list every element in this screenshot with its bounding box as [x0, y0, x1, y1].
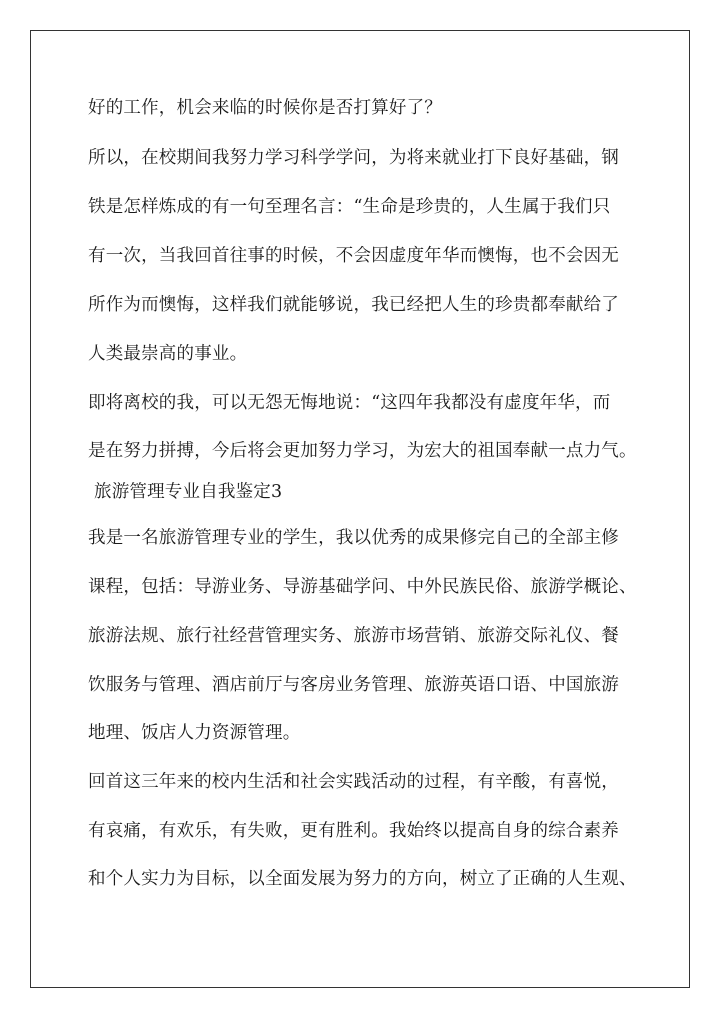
text-line: 有哀痛，有欢乐，有失败，更有胜利。我始终以提高自身的综合素养	[88, 821, 619, 841]
text-line: 有一次，当我回首往事的时候，不会因虚度年华而懊悔，也不会因无	[88, 246, 619, 266]
text-line: 铁是怎样炼成的有一句至理名言：“生命是珍贵的，人生属于我们只	[88, 197, 611, 217]
text-line: 所作为而懊悔，这样我们就能够说，我已经把人生的珍贵都奉献给了	[88, 295, 619, 315]
text-line: 和个人实力为目标，以全面发展为努力的方向，树立了正确的人生观、	[88, 869, 637, 889]
text-line: 所以，在校期间我努力学习科学学问，为将来就业打下良好基础，钢	[88, 148, 619, 168]
text-line: 是在努力拼搏，今后将会更加努力学习，为宏大的祖国奉献一点力气。	[88, 441, 637, 461]
text-line: 地理、饭店人力资源管理。	[88, 723, 301, 743]
page-border	[30, 30, 690, 988]
text-line: 即将离校的我，可以无怨无悔地说：“这四年我都没有虚度年华，而	[88, 393, 611, 413]
text-line: 饮服务与管理、酒店前厅与客房业务管理、旅游英语口语、中国旅游	[88, 675, 619, 695]
text-line: 我是一名旅游管理专业的学生，我以优秀的成果修完自己的全部主修	[88, 528, 619, 548]
text-line: 回首这三年来的校内生活和社会实践活动的过程，有辛酸，有喜悦，	[88, 772, 619, 792]
text-line: 旅游法规、旅行社经营管理实务、旅游市场营销、旅游交际礼仪、餐	[88, 626, 619, 646]
text-line: 人类最崇高的事业。	[88, 344, 248, 364]
text-line: 课程，包括：导游业务、导游基础学问、中外民族民俗、旅游学概论、	[88, 577, 637, 597]
section-heading: 旅游管理专业自我鉴定3	[94, 482, 283, 502]
text-line: 好的工作，机会来临的时候你是否打算好了？	[88, 98, 442, 118]
